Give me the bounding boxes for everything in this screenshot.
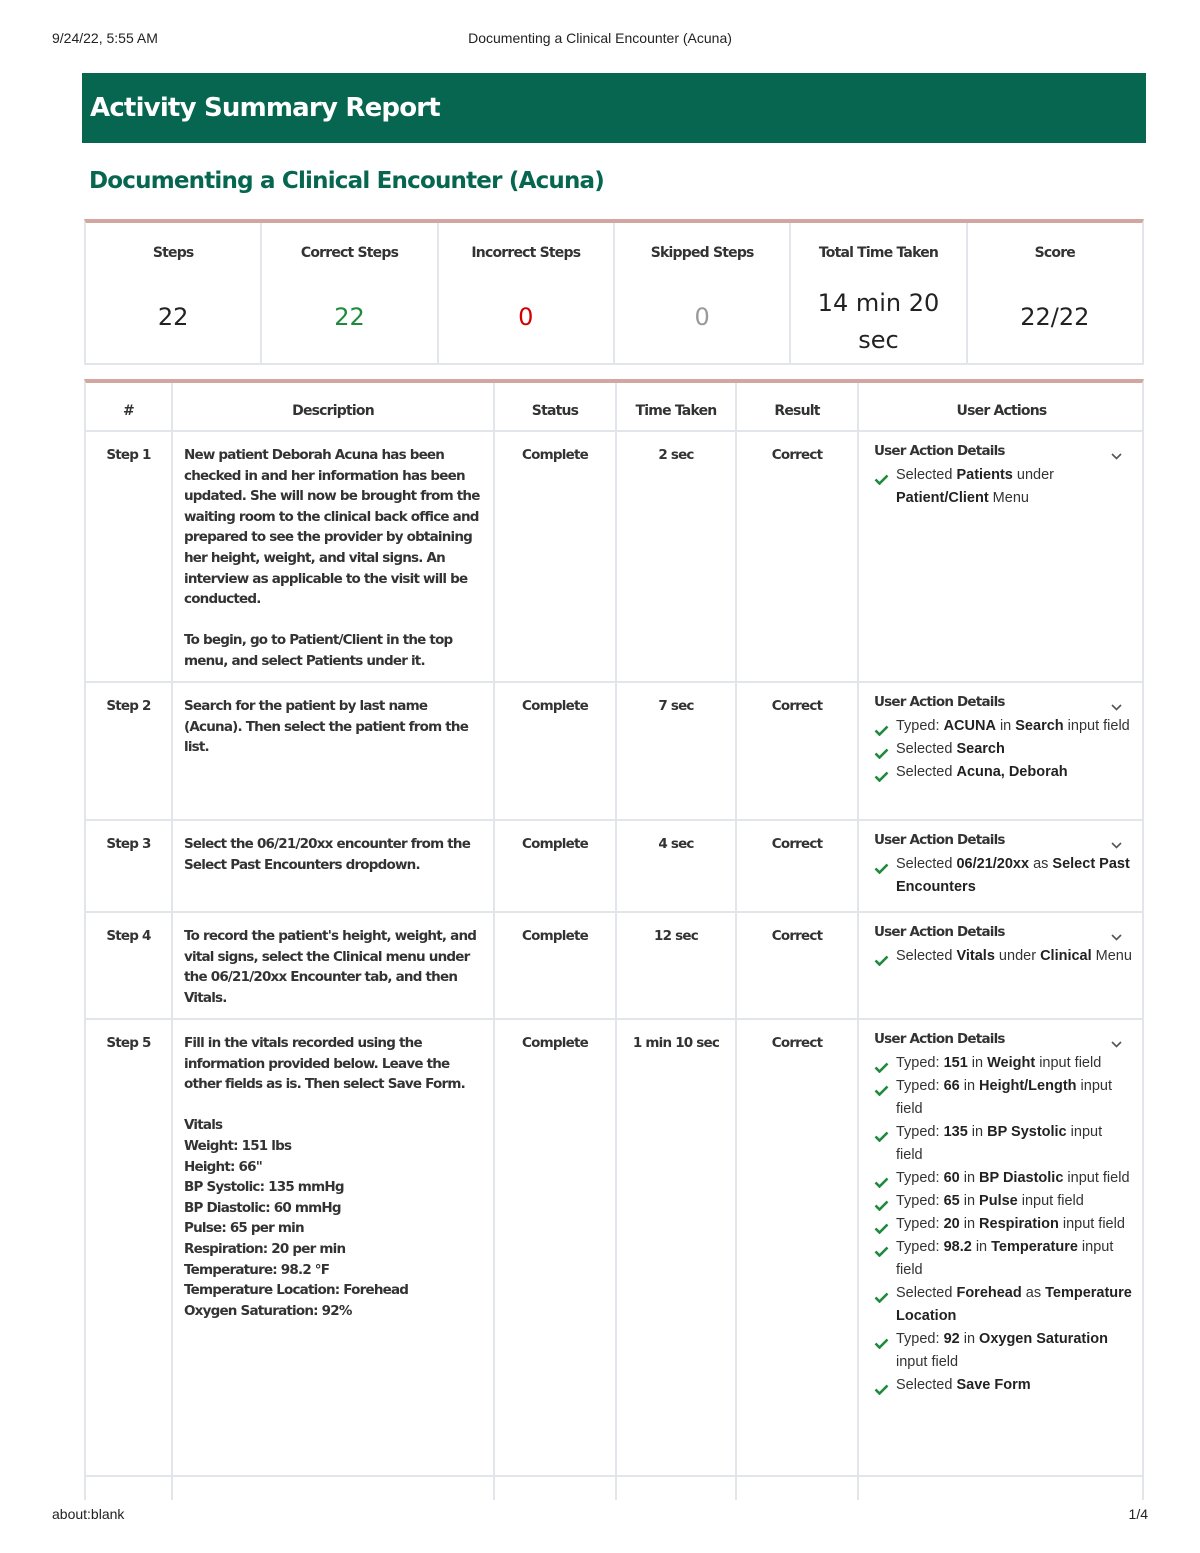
- step-status: Complete: [522, 836, 588, 852]
- stat-label: Score: [1034, 245, 1075, 261]
- step-status: Complete: [522, 1035, 588, 1051]
- stat-label: Total Time Taken: [818, 245, 939, 261]
- stat-incorrect-steps: [439, 223, 615, 363]
- step-time-cell: [617, 1020, 737, 1475]
- action-text: input field: [896, 1354, 959, 1370]
- user-action-item: [874, 1075, 1132, 1121]
- action-text: under: [1012, 467, 1055, 483]
- table-row: [86, 432, 1142, 683]
- user-action-details-title: User Action Details: [874, 443, 1005, 459]
- step-user-actions-cell: [859, 913, 1144, 1018]
- action-text: input field: [1063, 718, 1130, 734]
- step-user-actions-cell: [859, 1020, 1144, 1475]
- chevron-down-icon[interactable]: [1111, 447, 1122, 454]
- action-text: Typed:: [896, 1239, 944, 1255]
- step-time-taken: 2 sec: [658, 447, 694, 463]
- action-text: in: [959, 1193, 980, 1209]
- step-time-taken: 4 sec: [658, 836, 694, 852]
- step-status: Complete: [522, 447, 588, 463]
- action-text: Typed:: [896, 1331, 944, 1347]
- step-time-taken: 7 sec: [658, 698, 694, 714]
- stat-label: Incorrect Steps: [471, 245, 581, 261]
- summary-panel: [84, 219, 1144, 365]
- chevron-down-icon[interactable]: [1111, 1035, 1122, 1042]
- user-action-item: [874, 945, 1132, 968]
- step-status-cell: [495, 432, 617, 681]
- user-action-details-header[interactable]: [874, 693, 1132, 715]
- action-target: Forehead: [956, 1285, 1022, 1301]
- table-row: [86, 1477, 1142, 1500]
- table-row: [86, 821, 1142, 913]
- stat-steps: [86, 223, 262, 363]
- action-text: Selected: [896, 1377, 957, 1393]
- user-action-details-title: User Action Details: [874, 924, 1005, 940]
- table-cell: [173, 1477, 495, 1500]
- user-action-details: [859, 683, 1144, 784]
- step-result-cell: [737, 683, 859, 819]
- step-status-cell: [495, 913, 617, 1018]
- action-text: in: [959, 1170, 980, 1186]
- action-text: Typed:: [896, 1124, 944, 1140]
- checkmark-icon: [874, 1334, 889, 1345]
- step-description: New patient Deborah Acuna has been checked in and her information has been updated. She will now be brought from the waiting room to the clinical back office and prepared to see the provider by obtaining her height, weight, and vital signs. An interview as applicable to the visit will be conducted. To begin, go to Patient/Client in the top menu, and select Patients under it.: [184, 447, 480, 669]
- step-description: Search for the patient by last name (Acuna). Then select the patient from the list.: [184, 698, 469, 756]
- column-header-user-actions: User Actions: [956, 403, 1047, 419]
- table-cell: [86, 1477, 173, 1500]
- action-target: 60: [943, 1170, 960, 1186]
- action-text: input field: [896, 1239, 1114, 1278]
- step-result-cell: [737, 1020, 859, 1475]
- user-action-item: [874, 1374, 1132, 1397]
- action-text: in: [967, 1124, 988, 1140]
- column-header-result: Result: [737, 383, 859, 430]
- action-text: in: [959, 1078, 980, 1094]
- stat-label: Correct Steps: [300, 245, 399, 261]
- step-time-cell: [617, 683, 737, 819]
- action-text: Selected: [896, 467, 957, 483]
- action-target: 20: [943, 1216, 960, 1232]
- step-label: Step 1: [106, 447, 151, 463]
- user-action-list: [874, 1052, 1132, 1397]
- action-text: Selected: [896, 741, 957, 757]
- step-description-cell: [173, 432, 495, 681]
- action-text: under: [994, 948, 1041, 964]
- action-text: Typed:: [896, 1216, 944, 1232]
- user-action-item: [874, 738, 1132, 761]
- checkmark-icon: [874, 744, 889, 755]
- checkmark-icon: [874, 1058, 889, 1069]
- step-description: Select the 06/21/20xx encounter from the Select Past Encounters dropdown.: [184, 836, 471, 873]
- table-header-row: [86, 383, 1142, 432]
- chevron-down-icon[interactable]: [1111, 698, 1122, 705]
- checkmark-icon: [874, 859, 889, 870]
- stat-value: 22: [334, 303, 365, 331]
- step-number-cell: [86, 432, 173, 681]
- step-result: Correct: [771, 1035, 823, 1051]
- user-action-item: [874, 853, 1132, 899]
- step-label: Step 3: [106, 836, 151, 852]
- user-action-details-title: User Action Details: [874, 694, 1005, 710]
- checkmark-icon: [874, 1196, 889, 1207]
- user-action-details-header[interactable]: [874, 923, 1132, 945]
- checkmark-icon: [874, 951, 889, 962]
- action-target: Pulse: [979, 1193, 1018, 1209]
- step-status-cell: [495, 1020, 617, 1475]
- report-banner: [82, 73, 1146, 143]
- user-action-list: [874, 853, 1132, 899]
- action-target: 98.2: [943, 1239, 972, 1255]
- action-target: 65: [943, 1193, 960, 1209]
- print-datetime: 9/24/22, 5:55 AM: [52, 30, 158, 46]
- action-text: in: [995, 718, 1016, 734]
- user-action-item: [874, 1052, 1132, 1075]
- table-cell: [859, 1477, 1144, 1500]
- step-status-cell: [495, 821, 617, 911]
- action-target: ACUNA: [943, 718, 996, 734]
- print-document-title: Documenting a Clinical Encounter (Acuna): [468, 30, 732, 46]
- action-target: Acuna, Deborah: [956, 764, 1068, 780]
- action-text: as: [1021, 1285, 1046, 1301]
- action-target: 135: [943, 1124, 968, 1140]
- stat-score: [968, 223, 1142, 363]
- step-result-cell: [737, 913, 859, 1018]
- action-target: Vitals: [956, 948, 995, 964]
- user-action-details-title: User Action Details: [874, 832, 1005, 848]
- action-text: input field: [1058, 1216, 1125, 1232]
- step-label: Step 4: [106, 928, 151, 944]
- action-text: input field: [1017, 1193, 1084, 1209]
- step-number-cell: [86, 821, 173, 911]
- user-action-details: [859, 1020, 1144, 1397]
- step-status-cell: [495, 683, 617, 819]
- user-action-details-header[interactable]: [874, 831, 1132, 853]
- action-text: input field: [896, 1078, 1112, 1117]
- action-target: Clinical: [1040, 948, 1092, 964]
- step-number-cell: [86, 1020, 173, 1475]
- stat-label: Steps: [152, 245, 194, 261]
- step-status: Complete: [522, 928, 588, 944]
- step-result: Correct: [771, 928, 823, 944]
- action-text: Selected: [896, 856, 957, 872]
- step-label: Step 5: [106, 1035, 151, 1051]
- activity-title: Documenting a Clinical Encounter (Acuna): [89, 168, 604, 194]
- step-result: Correct: [771, 447, 823, 463]
- action-target: Temperature Location: [896, 1285, 1132, 1324]
- user-action-details-header[interactable]: [874, 1030, 1132, 1052]
- action-target: BP Systolic: [987, 1124, 1067, 1140]
- step-user-actions-cell: [859, 432, 1144, 681]
- step-result-cell: [737, 432, 859, 681]
- user-action-item: [874, 1167, 1132, 1190]
- action-text: Menu: [1091, 948, 1132, 964]
- checkmark-icon: [874, 1081, 889, 1092]
- step-description-cell: [173, 913, 495, 1018]
- user-action-item: [874, 715, 1132, 738]
- user-action-item: [874, 464, 1132, 510]
- step-description-cell: [173, 821, 495, 911]
- action-target: Height/Length: [979, 1078, 1077, 1094]
- user-action-list: [874, 464, 1132, 510]
- action-text: Typed:: [896, 1055, 944, 1071]
- checkmark-icon: [874, 1219, 889, 1230]
- step-time-taken: 12 sec: [654, 928, 698, 944]
- step-result: Correct: [771, 698, 823, 714]
- stat-value: 22: [157, 303, 189, 331]
- action-target: 92: [943, 1331, 960, 1347]
- action-target: Oxygen Saturation: [979, 1331, 1108, 1347]
- stat-correct-steps: [262, 223, 438, 363]
- print-footer: [52, 1506, 1148, 1526]
- chevron-down-icon[interactable]: [1111, 836, 1122, 843]
- step-number-cell: [86, 683, 173, 819]
- action-target: 06/21/20xx: [956, 856, 1030, 872]
- action-target: Weight: [987, 1055, 1036, 1071]
- action-target: 66: [943, 1078, 960, 1094]
- table-cell: [495, 1477, 617, 1500]
- table-cell: [737, 1477, 859, 1500]
- checkmark-icon: [874, 1127, 889, 1138]
- table-row: [86, 683, 1142, 821]
- action-text: as: [1029, 856, 1053, 872]
- step-time-taken: 1 min 10 sec: [632, 1035, 720, 1051]
- step-result-cell: [737, 821, 859, 911]
- user-action-details: [859, 821, 1144, 899]
- user-action-details: [859, 913, 1144, 968]
- action-text: input field: [896, 1124, 1103, 1163]
- checkmark-icon: [874, 721, 889, 732]
- action-text: Selected: [896, 1285, 957, 1301]
- user-action-item: [874, 1236, 1132, 1282]
- action-text: Menu: [988, 490, 1029, 506]
- stat-value: 0: [694, 303, 710, 331]
- stat-value: 14 min 20 sec: [817, 289, 940, 354]
- action-text: in: [959, 1331, 980, 1347]
- action-target: Search: [1015, 718, 1064, 734]
- action-text: Typed:: [896, 718, 944, 734]
- step-description-cell: [173, 1020, 495, 1475]
- action-target: Save Form: [956, 1377, 1031, 1393]
- chevron-down-icon[interactable]: [1111, 928, 1122, 935]
- user-action-item: [874, 1121, 1132, 1167]
- action-text: Typed:: [896, 1078, 944, 1094]
- column-header-time-taken: Time Taken: [617, 383, 737, 430]
- table-row: [86, 1020, 1142, 1477]
- step-description: Fill in the vitals recorded using the information provided below. Leave the other fields as is. Then select Save Form. Vitals Weight: 151 lbs Height: 66" BP Systolic: 135 mmHg BP Diastolic: 60 mmHg Pulse: 65 per min Respiration: 20 per min Temperature: 98.2 °F Temperature Location: Forehead Oxygen Saturation: 92%: [184, 1035, 465, 1319]
- column-header-description: Description: [173, 383, 495, 430]
- print-header: [52, 30, 1148, 50]
- user-action-details-header[interactable]: [874, 442, 1132, 464]
- user-action-item: [874, 1282, 1132, 1328]
- action-text: Selected: [896, 948, 957, 964]
- step-status: Complete: [522, 698, 588, 714]
- column-header-number: #: [86, 383, 173, 430]
- step-user-actions-cell: [859, 683, 1144, 819]
- checkmark-icon: [874, 1380, 889, 1391]
- action-text: Typed:: [896, 1193, 944, 1209]
- print-page-number: 1/4: [1128, 1506, 1148, 1522]
- steps-table: [84, 379, 1144, 1500]
- action-text: input field: [1063, 1170, 1130, 1186]
- step-user-actions-cell: [859, 821, 1144, 911]
- step-description-cell: [173, 683, 495, 819]
- chevron-down-icon[interactable]: [1123, 1495, 1134, 1500]
- user-action-item: [874, 761, 1132, 784]
- checkmark-icon: [874, 1288, 889, 1299]
- action-text: in: [959, 1216, 980, 1232]
- banner-title: Activity Summary Report: [90, 93, 440, 123]
- table-cell: [617, 1477, 737, 1500]
- action-text: Selected: [896, 764, 957, 780]
- checkmark-icon: [874, 1173, 889, 1184]
- action-text: in: [967, 1055, 988, 1071]
- step-number-cell: [86, 913, 173, 1018]
- column-header-status: Status: [495, 383, 617, 430]
- user-action-details: [859, 432, 1144, 510]
- checkmark-icon: [874, 1242, 889, 1253]
- action-target: Respiration: [979, 1216, 1059, 1232]
- stat-label: Skipped Steps: [650, 245, 754, 261]
- step-time-cell: [617, 432, 737, 681]
- stat-value: 0: [518, 303, 534, 331]
- print-url: about:blank: [52, 1506, 125, 1522]
- user-action-item: [874, 1328, 1132, 1374]
- user-action-list: [874, 945, 1132, 968]
- action-text: Typed:: [896, 1170, 944, 1186]
- action-target: Search: [956, 741, 1005, 757]
- checkmark-icon: [874, 470, 889, 481]
- step-description: To record the patient's height, weight, and vital signs, select the Clinical menu under the 06/21/20xx Encounter tab, and then Vitals.: [184, 928, 477, 1006]
- action-target: Patients: [956, 467, 1013, 483]
- checkmark-icon: [874, 767, 889, 778]
- table-row: [86, 913, 1142, 1020]
- stat-value: 22/22: [1020, 303, 1090, 331]
- step-time-cell: [617, 913, 737, 1018]
- action-target: Select Past Encounters: [896, 856, 1130, 895]
- action-text: input field: [1035, 1055, 1102, 1071]
- step-time-cell: [617, 821, 737, 911]
- step-label: Step 2: [106, 698, 151, 714]
- user-action-item: [874, 1190, 1132, 1213]
- stat-total-time: [791, 223, 967, 363]
- action-text: in: [971, 1239, 992, 1255]
- user-action-list: [874, 715, 1132, 784]
- action-target: 151: [943, 1055, 968, 1071]
- action-target: Temperature: [991, 1239, 1078, 1255]
- step-result: Correct: [771, 836, 823, 852]
- user-action-item: [874, 1213, 1132, 1236]
- user-action-details-title: User Action Details: [874, 1031, 1005, 1047]
- stat-skipped-steps: [615, 223, 791, 363]
- action-target: BP Diastolic: [979, 1170, 1064, 1186]
- action-target: Patient/Client: [896, 490, 989, 506]
